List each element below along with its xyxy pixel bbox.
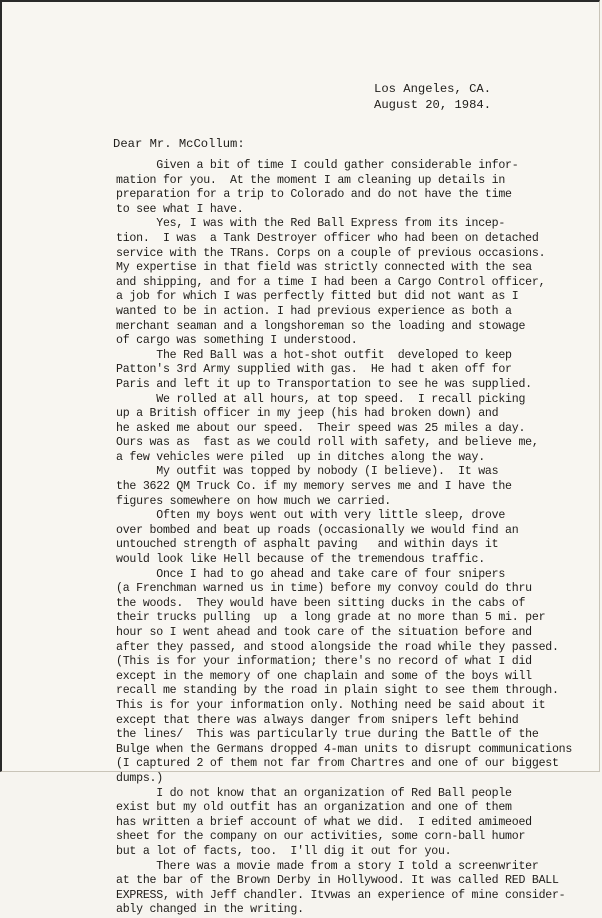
- letter-line: untouched strength of asphalt paving and within days it: [116, 538, 499, 552]
- letter-body: [116, 159, 602, 918]
- letter-line: preparation for a trip to Colorado and do not have the time: [116, 188, 512, 202]
- letter-line: the woods. They would have been sitting ducks in the cabs of: [116, 596, 526, 610]
- letter-line: tion. I was a Tank Destroyer officer who had been on detached: [116, 231, 539, 245]
- letter-line: Once I had to go ahead and take care of four snipers: [116, 567, 506, 581]
- letter-line: Paris and left it up to Transportation to see he was supplied.: [116, 377, 532, 391]
- letter-line: The Red Ball was a hot-shot outfit developed to keep: [116, 348, 512, 362]
- letter-line: We rolled at all hours, at top speed. I recall picking: [116, 392, 526, 406]
- letter-line: dumps.): [116, 771, 163, 785]
- letter-line: Given a bit of time I could gather considerable infor-: [116, 159, 519, 172]
- letter-line: I do not know that an organization of Red Ball people: [116, 786, 512, 800]
- letter-line: the lines/ This was particularly true during the Battle of the: [116, 728, 539, 742]
- letter-line: (a Frenchman warned us in time) before my convoy could do thru: [116, 582, 532, 596]
- letter-line: to see what I have.: [116, 202, 244, 216]
- letter-line: figures somewhere on how much we carried.: [116, 494, 392, 508]
- letter-place: Los Angeles, CA.: [374, 82, 492, 96]
- letter-line: over bombed and beat up roads (occasionally we would find an: [116, 523, 519, 537]
- letter-line: up a British officer in my jeep (his had broken down) and: [116, 407, 499, 421]
- letter-line: This is for your information only. Nothing need be said about it: [116, 698, 546, 712]
- letter-line: wanted to be in action. I had previous experience as both a: [116, 304, 512, 318]
- letter-line: the 3622 QM Truck Co. if my memory serves me and I have the: [116, 480, 512, 494]
- letter-line: at the bar of the Brown Derby in Hollywood. It was called RED BALL: [116, 874, 559, 888]
- letter-line: except that there was always danger from snipers left behind: [116, 713, 519, 727]
- letter-line: (This is for your information; there's no record of what I did: [116, 655, 532, 669]
- letter-line: merchant seaman and a longshoreman so the loading and stowage: [116, 319, 526, 333]
- letter-line: mation for you. At the moment I am cleaning up details in: [116, 173, 506, 187]
- letter-line: My expertise in that field was strictly connected with the sea: [116, 261, 532, 275]
- letter-line: he asked me about our speed. Their speed was 25 miles a day.: [116, 421, 526, 435]
- letter-line: ably changed in the writing.: [116, 903, 304, 917]
- letter-line: (I captured 2 of them not far from Chartres and one of our biggest: [116, 757, 559, 771]
- letter-line: and shipping, and for a time I had been a Cargo Control officer,: [116, 275, 546, 289]
- letter-line: Ours was as fast as we could roll with safety, and believe me,: [116, 436, 539, 450]
- letter-line: Bulge when the Germans dropped 4-man units to disrupt communications: [116, 742, 573, 756]
- letter-line: a job for which I was perfectly fitted but did not want as I: [116, 290, 519, 304]
- letter-line: of cargo was something I understood.: [116, 334, 358, 348]
- letter-date: August 20, 1984.: [374, 98, 492, 112]
- letter-line: would look like Hell because of the tremendous traffic.: [116, 553, 485, 567]
- letter-salutation: Dear Mr. McCollum:: [113, 137, 245, 151]
- letter-line: has written a brief account of what we did. I edited amimeoed: [116, 815, 532, 829]
- letter-line: There was a movie made from a story I told a screenwriter: [116, 859, 539, 873]
- letter-line: after they passed, and stood alongside the road while they passed.: [116, 640, 559, 654]
- letter-line: Often my boys went out with very little sleep, drove: [116, 509, 506, 523]
- letter-line: exist but my old outfit has an organization and one of them: [116, 801, 512, 815]
- letter-line: service with the TRans. Corps on a couple of previous occasions.: [116, 246, 546, 260]
- letter-line: their trucks pulling up a long grade at no more than 5 mi. per: [116, 611, 546, 625]
- letter-line: My outfit was topped by nobody (I believe). It was: [116, 465, 499, 479]
- letter-line: Patton's 3rd Army supplied with gas. He had t aken off for: [116, 363, 512, 377]
- letter-line: a few vehicles were piled up in ditches along the way.: [116, 450, 485, 464]
- letter-line: Yes, I was with the Red Ball Express from its incep-: [116, 217, 506, 231]
- letter-line: EXPRESS, with Jeff chandler. Itvwas an experience of mine consider-: [116, 888, 566, 902]
- letter-line: sheet for the company on our activities, some corn-ball humor: [116, 830, 526, 844]
- letter-line: but a lot of facts, too. I'll dig it out for you.: [116, 844, 452, 858]
- letter-line: recall me standing by the road in plain sight to see them through.: [116, 684, 559, 698]
- letter-line: hour so I went ahead and took care of the situation before and: [116, 626, 532, 639]
- letter-line: except in the memory of one chaplain and some of the boys will: [116, 669, 532, 683]
